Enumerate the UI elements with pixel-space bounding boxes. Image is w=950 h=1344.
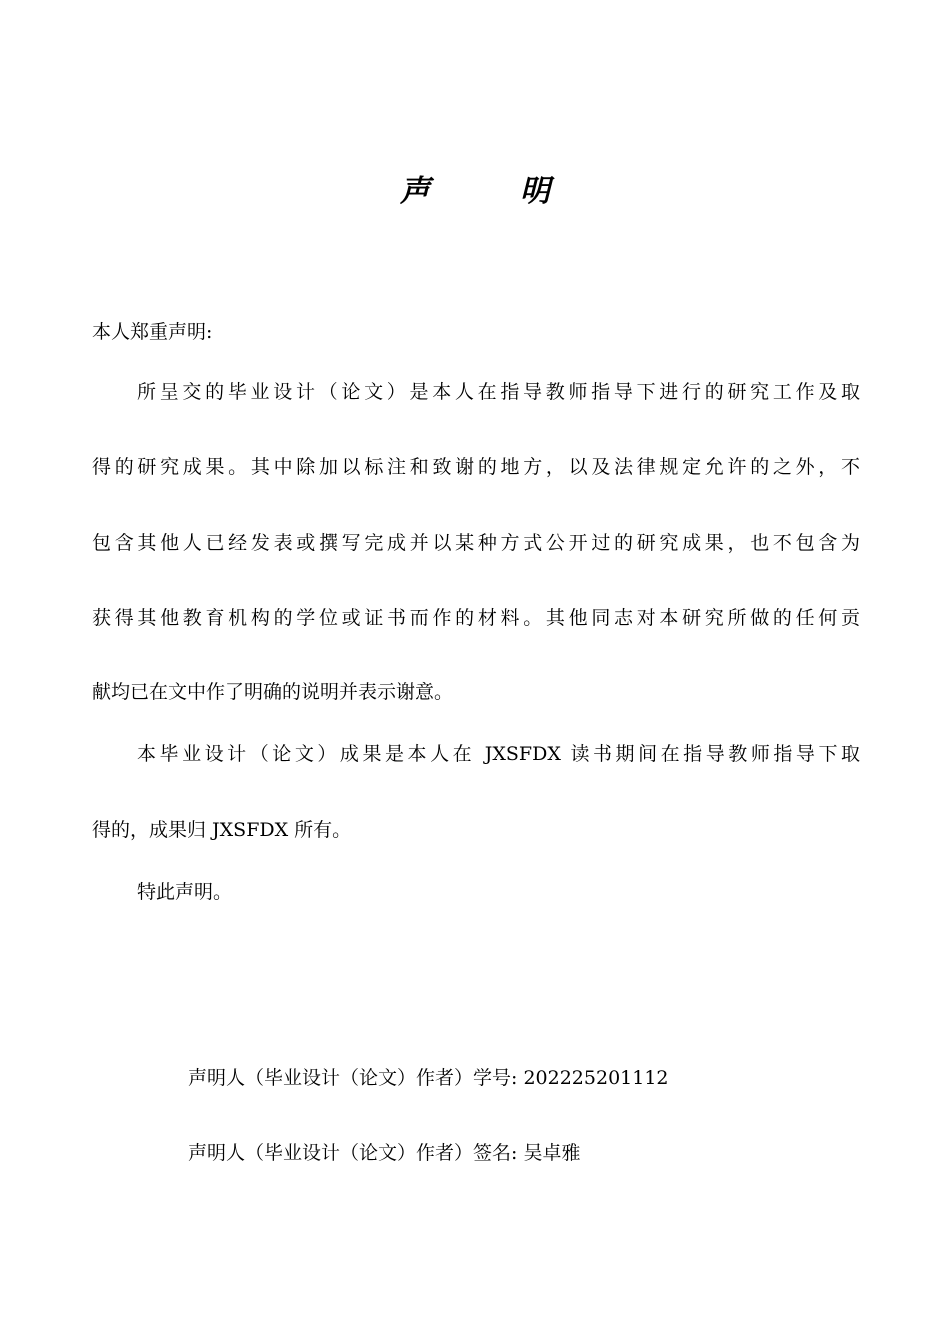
student-id-row bbox=[188, 1065, 669, 1091]
signature-value: 吴卓雅 bbox=[523, 1142, 581, 1164]
closing-statement: 特此声明。 bbox=[137, 881, 233, 903]
student-id-value: 202225201112 bbox=[523, 1067, 669, 1089]
student-id-label: 声明人（毕业设计（论文）作者）学号: bbox=[188, 1067, 518, 1089]
paragraph1-line4: 获得其他教育机构的学位或证书而作的材料。其他同志对本研究所做的任何贡 bbox=[92, 607, 860, 629]
title-char-2: 明 bbox=[520, 174, 550, 209]
paragraph2-line2: 得的，成果归 JXSFDX 所有。 bbox=[92, 819, 352, 841]
title-char-1: 声 bbox=[400, 174, 430, 209]
paragraph1-line1: 所呈交的毕业设计（论文）是本人在指导教师指导下进行的研究工作及取 bbox=[137, 381, 860, 403]
paragraph1-line3: 包含其他人已经发表或撰写完成并以某种方式公开过的研究成果，也不包含为 bbox=[92, 532, 860, 554]
signature-row bbox=[188, 1140, 580, 1166]
signature-label: 声明人（毕业设计（论文）作者）签名: bbox=[188, 1142, 518, 1164]
salutation: 本人郑重声明: bbox=[92, 321, 213, 343]
paragraph1-line5: 献均已在文中作了明确的说明并表示谢意。 bbox=[92, 681, 454, 703]
page-title bbox=[0, 166, 950, 210]
paragraph2-line1: 本毕业设计（论文）成果是本人在 JXSFDX 读书期间在指导教师指导下取 bbox=[137, 743, 860, 765]
paragraph1-line2: 得的研究成果。其中除加以标注和致谢的地方，以及法律规定允许的之外，不 bbox=[92, 456, 860, 478]
